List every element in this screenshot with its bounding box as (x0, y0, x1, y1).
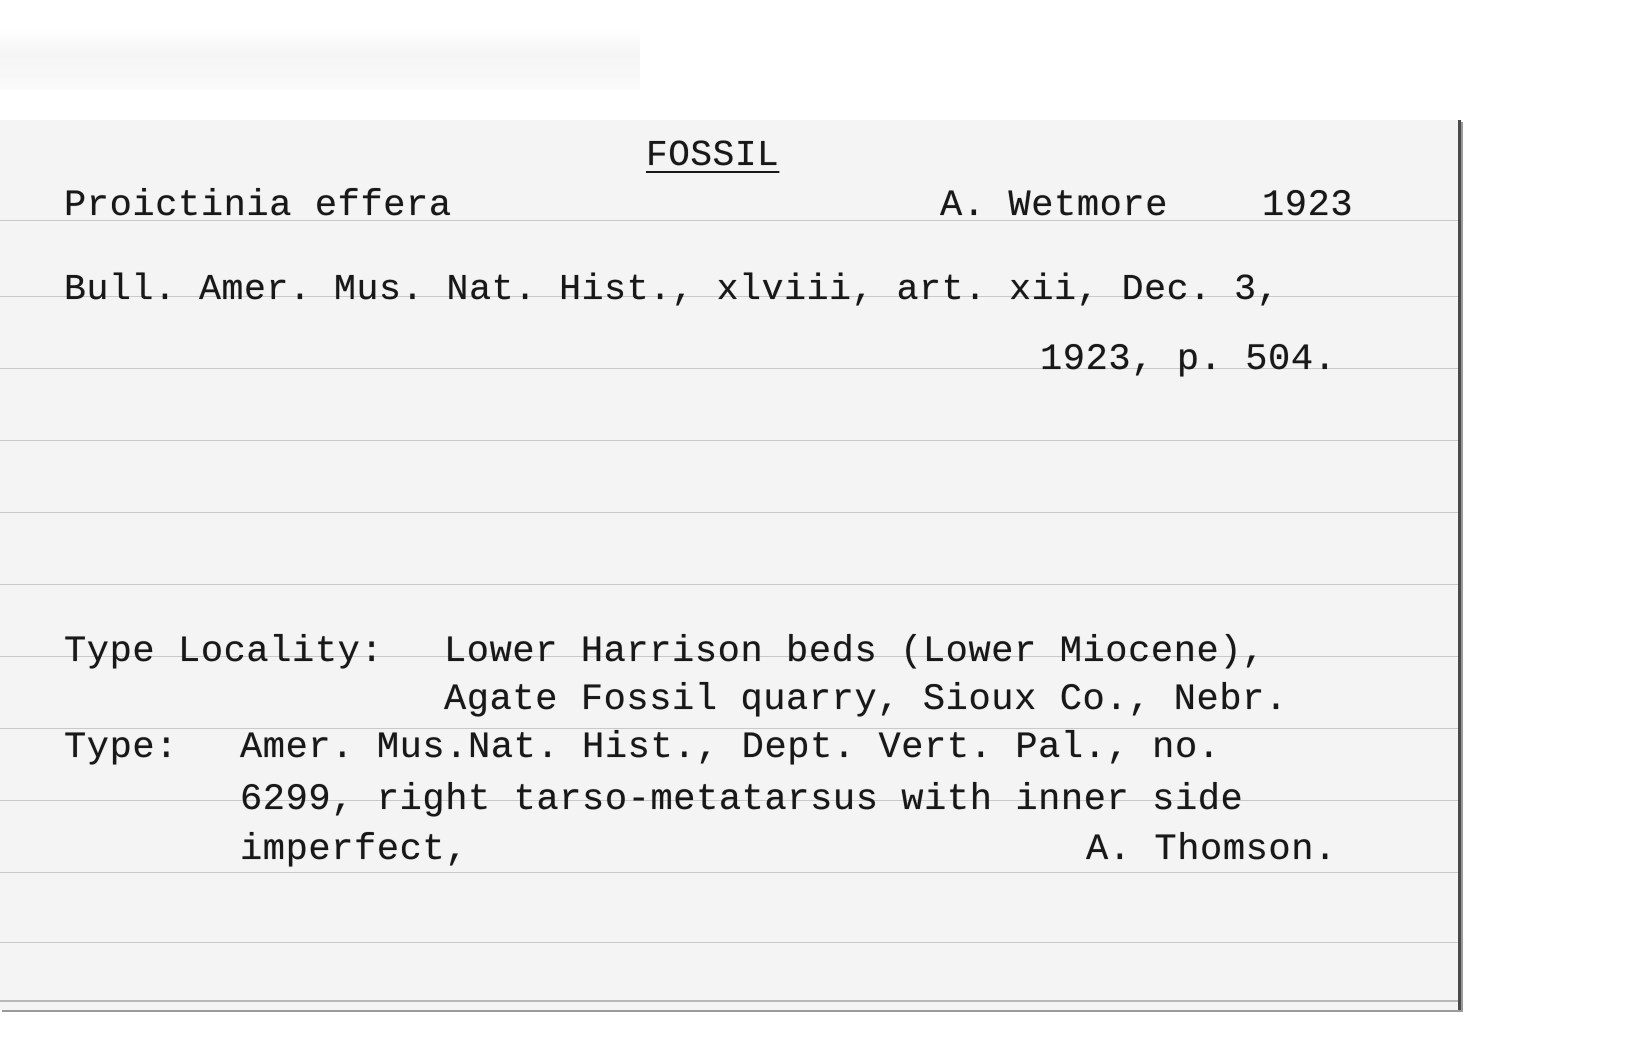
author-name: A. Wetmore (940, 185, 1169, 227)
ruled-line (0, 584, 1458, 585)
ruled-line (0, 872, 1458, 873)
citation-line-2: 1923, p. 504. (1040, 339, 1337, 381)
type-line-3: imperfect, (240, 829, 469, 871)
ruled-line (0, 440, 1458, 441)
type-line-1: Amer. Mus.Nat. Hist., Dept. Vert. Pal., no. (240, 727, 1221, 769)
ruled-line (0, 512, 1458, 513)
card-bottom-edge (0, 1000, 1458, 1002)
type-locality-line-1: Lower Harrison beds (Lower Miocene), (444, 631, 1265, 673)
ruled-line (0, 942, 1458, 943)
collector-name: A. Thomson. (1086, 829, 1337, 871)
type-label: Type: (64, 727, 179, 769)
faint-bleed-through (0, 30, 640, 90)
index-card (0, 120, 1461, 1010)
type-line-2: 6299, right tarso-metatarsus with inner side (240, 779, 1244, 821)
citation-line-1: Bull. Amer. Mus. Nat. Hist., xlviii, art. xii, Dec. 3, (64, 269, 1280, 310)
card-header: FOSSIL (646, 135, 780, 176)
type-locality-line-2: Agate Fossil quarry, Sioux Co., Nebr. (444, 679, 1288, 721)
type-locality-label: Type Locality: (64, 631, 384, 673)
species-name: Proictinia effera (64, 185, 452, 227)
publication-year: 1923 (1262, 185, 1354, 227)
